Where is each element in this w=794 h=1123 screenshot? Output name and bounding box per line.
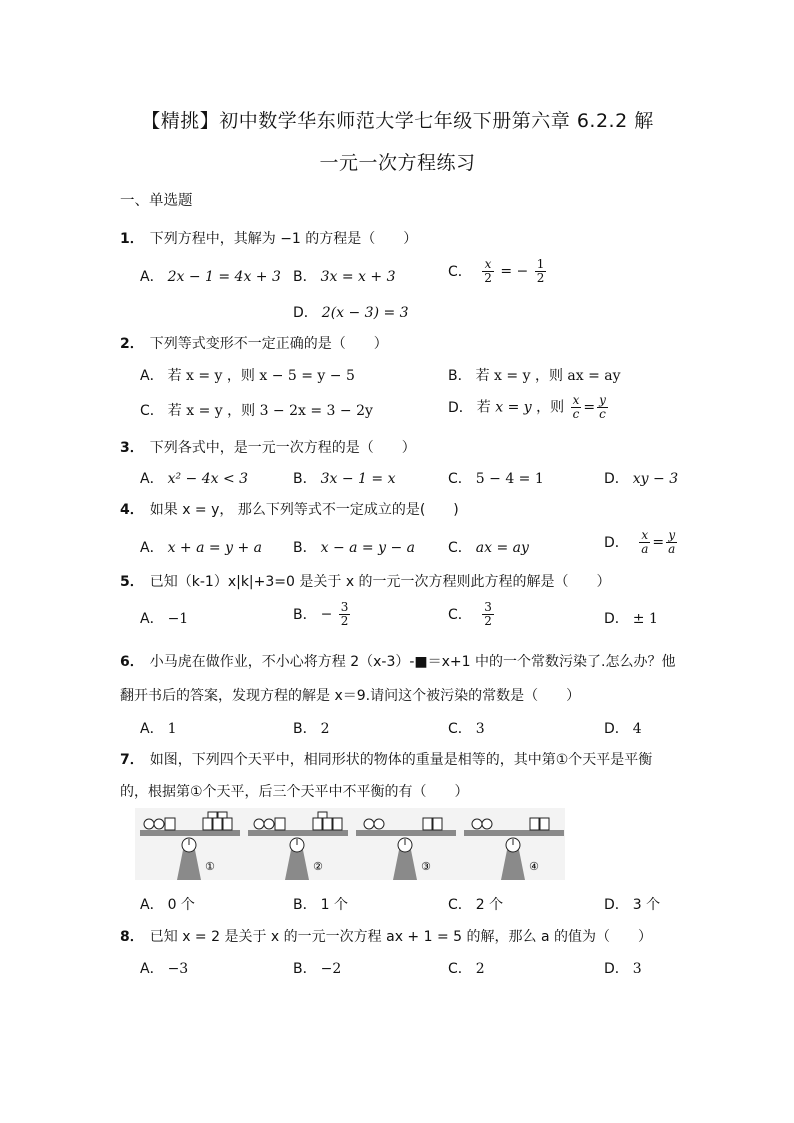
q2-option-b: B． 若 x = y ，则 ax = ay <box>448 368 621 384</box>
question-6-line-1: 6． 小马虎在做作业，不小心将方程 2（x-3）-■＝x+1 中的一个常数污染了.怎么办？他 <box>120 654 676 670</box>
q8-option-c: C． 2 <box>448 961 485 977</box>
question-4: 4． 如果 x = y， 那么下列等式不一定成立的是( ) <box>120 502 459 518</box>
q3-option-b: B． 3x − 1 = x <box>293 471 396 487</box>
balance-scales-figure <box>135 808 565 880</box>
q8-option-d: D． 3 <box>604 961 642 977</box>
q4-option-a: A． x + a = y + a <box>140 540 262 556</box>
q2-option-d: D． 若 x = y ，则 $\frac{x}{c}$ = $\frac{y}{c}$ <box>448 393 606 421</box>
q6-option-c: C． 3 <box>448 721 485 737</box>
q1-option-c: C． $\frac{x}{2}$ = − $\frac{1}{2}$ <box>448 257 545 285</box>
q2-option-c: C． 若 x = y ，则 3 − 2x = 3 − 2y <box>140 403 373 419</box>
question-7-line-1: 7． 如图，下列四个天平中，相同形状的物体的重量是相等的，其中第①个天平是平衡 <box>120 752 653 768</box>
question-5: 5． 已知（k-1）x|k|+3=0 是关于 x 的一元一次方程则此方程的解是（ ） <box>120 574 611 590</box>
balance-label-2: ② <box>313 860 323 873</box>
q2-option-a: A． 若 x = y ，则 x − 5 = y − 5 <box>140 368 355 384</box>
section-title: 一、单选题 <box>120 193 193 209</box>
q6-option-d: D． 4 <box>604 721 642 737</box>
title-line-1: 【精挑】初中数学华东师范大学七年级下册第六章 6.2.2 解 <box>141 110 654 132</box>
q8-option-b: B． −2 <box>293 961 342 977</box>
document-title <box>110 100 685 184</box>
q7-option-c: C． 2 个 <box>448 897 504 913</box>
q5-option-a: A． −1 <box>140 611 189 627</box>
balance-label-1: ① <box>205 860 215 873</box>
q6-option-b: B． 2 <box>293 721 330 737</box>
q5-option-d: D． ± 1 <box>604 611 658 627</box>
q5-option-b: B． − $\frac{3}{2}$ <box>293 600 349 628</box>
question-7-line-2: 的，根据第①个天平，后三个天平中不平衡的有（ ） <box>120 784 469 800</box>
q5-option-c: C． $\frac{3}{2}$ <box>448 600 492 628</box>
q1-option-a: A． 2x − 1 = 4x + 3 <box>140 269 281 285</box>
q4-option-c: C． ax = ay <box>448 540 529 556</box>
q4-option-b: B． x − a = y − a <box>293 540 415 556</box>
q4-option-d: D． $\frac{x}{a}$ = $\frac{y}{a}$ <box>604 528 676 556</box>
q1-option-d: D． 2(x − 3) = 3 <box>293 305 409 321</box>
q7-option-d: D． 3 个 <box>604 897 661 913</box>
q1-option-b: B． 3x = x + 3 <box>293 269 396 285</box>
q3-option-d: D． xy − 3 <box>604 471 679 487</box>
q3-option-a: A． x² − 4x < 3 <box>140 471 249 487</box>
question-2: 2． 下列等式变形不一定正确的是（ ） <box>120 336 388 352</box>
balance-label-3: ③ <box>421 860 431 873</box>
title-line-2: 一元一次方程练习 <box>319 152 476 174</box>
question-8: 8． 已知 x = 2 是关于 x 的一元一次方程 ax + 1 = 5 的解，那么 a 的值为（ ） <box>120 929 652 945</box>
q3-option-c: C． 5 − 4 = 1 <box>448 471 544 487</box>
balance-label-4: ④ <box>529 860 539 873</box>
question-1: 1． 下列方程中，其解为 −1 的方程是（ ） <box>120 231 418 247</box>
q6-option-a: A． 1 <box>140 721 177 737</box>
q7-option-a: A． 0 个 <box>140 897 195 913</box>
q7-option-b: B． 1 个 <box>293 897 348 913</box>
q8-option-a: A． −3 <box>140 961 189 977</box>
question-3: 3． 下列各式中，是一元一次方程的是（ ） <box>120 440 416 456</box>
question-6-line-2: 翻开书后的答案，发现方程的解是 x＝9.请问这个被污染的常数是（ ） <box>120 688 581 704</box>
